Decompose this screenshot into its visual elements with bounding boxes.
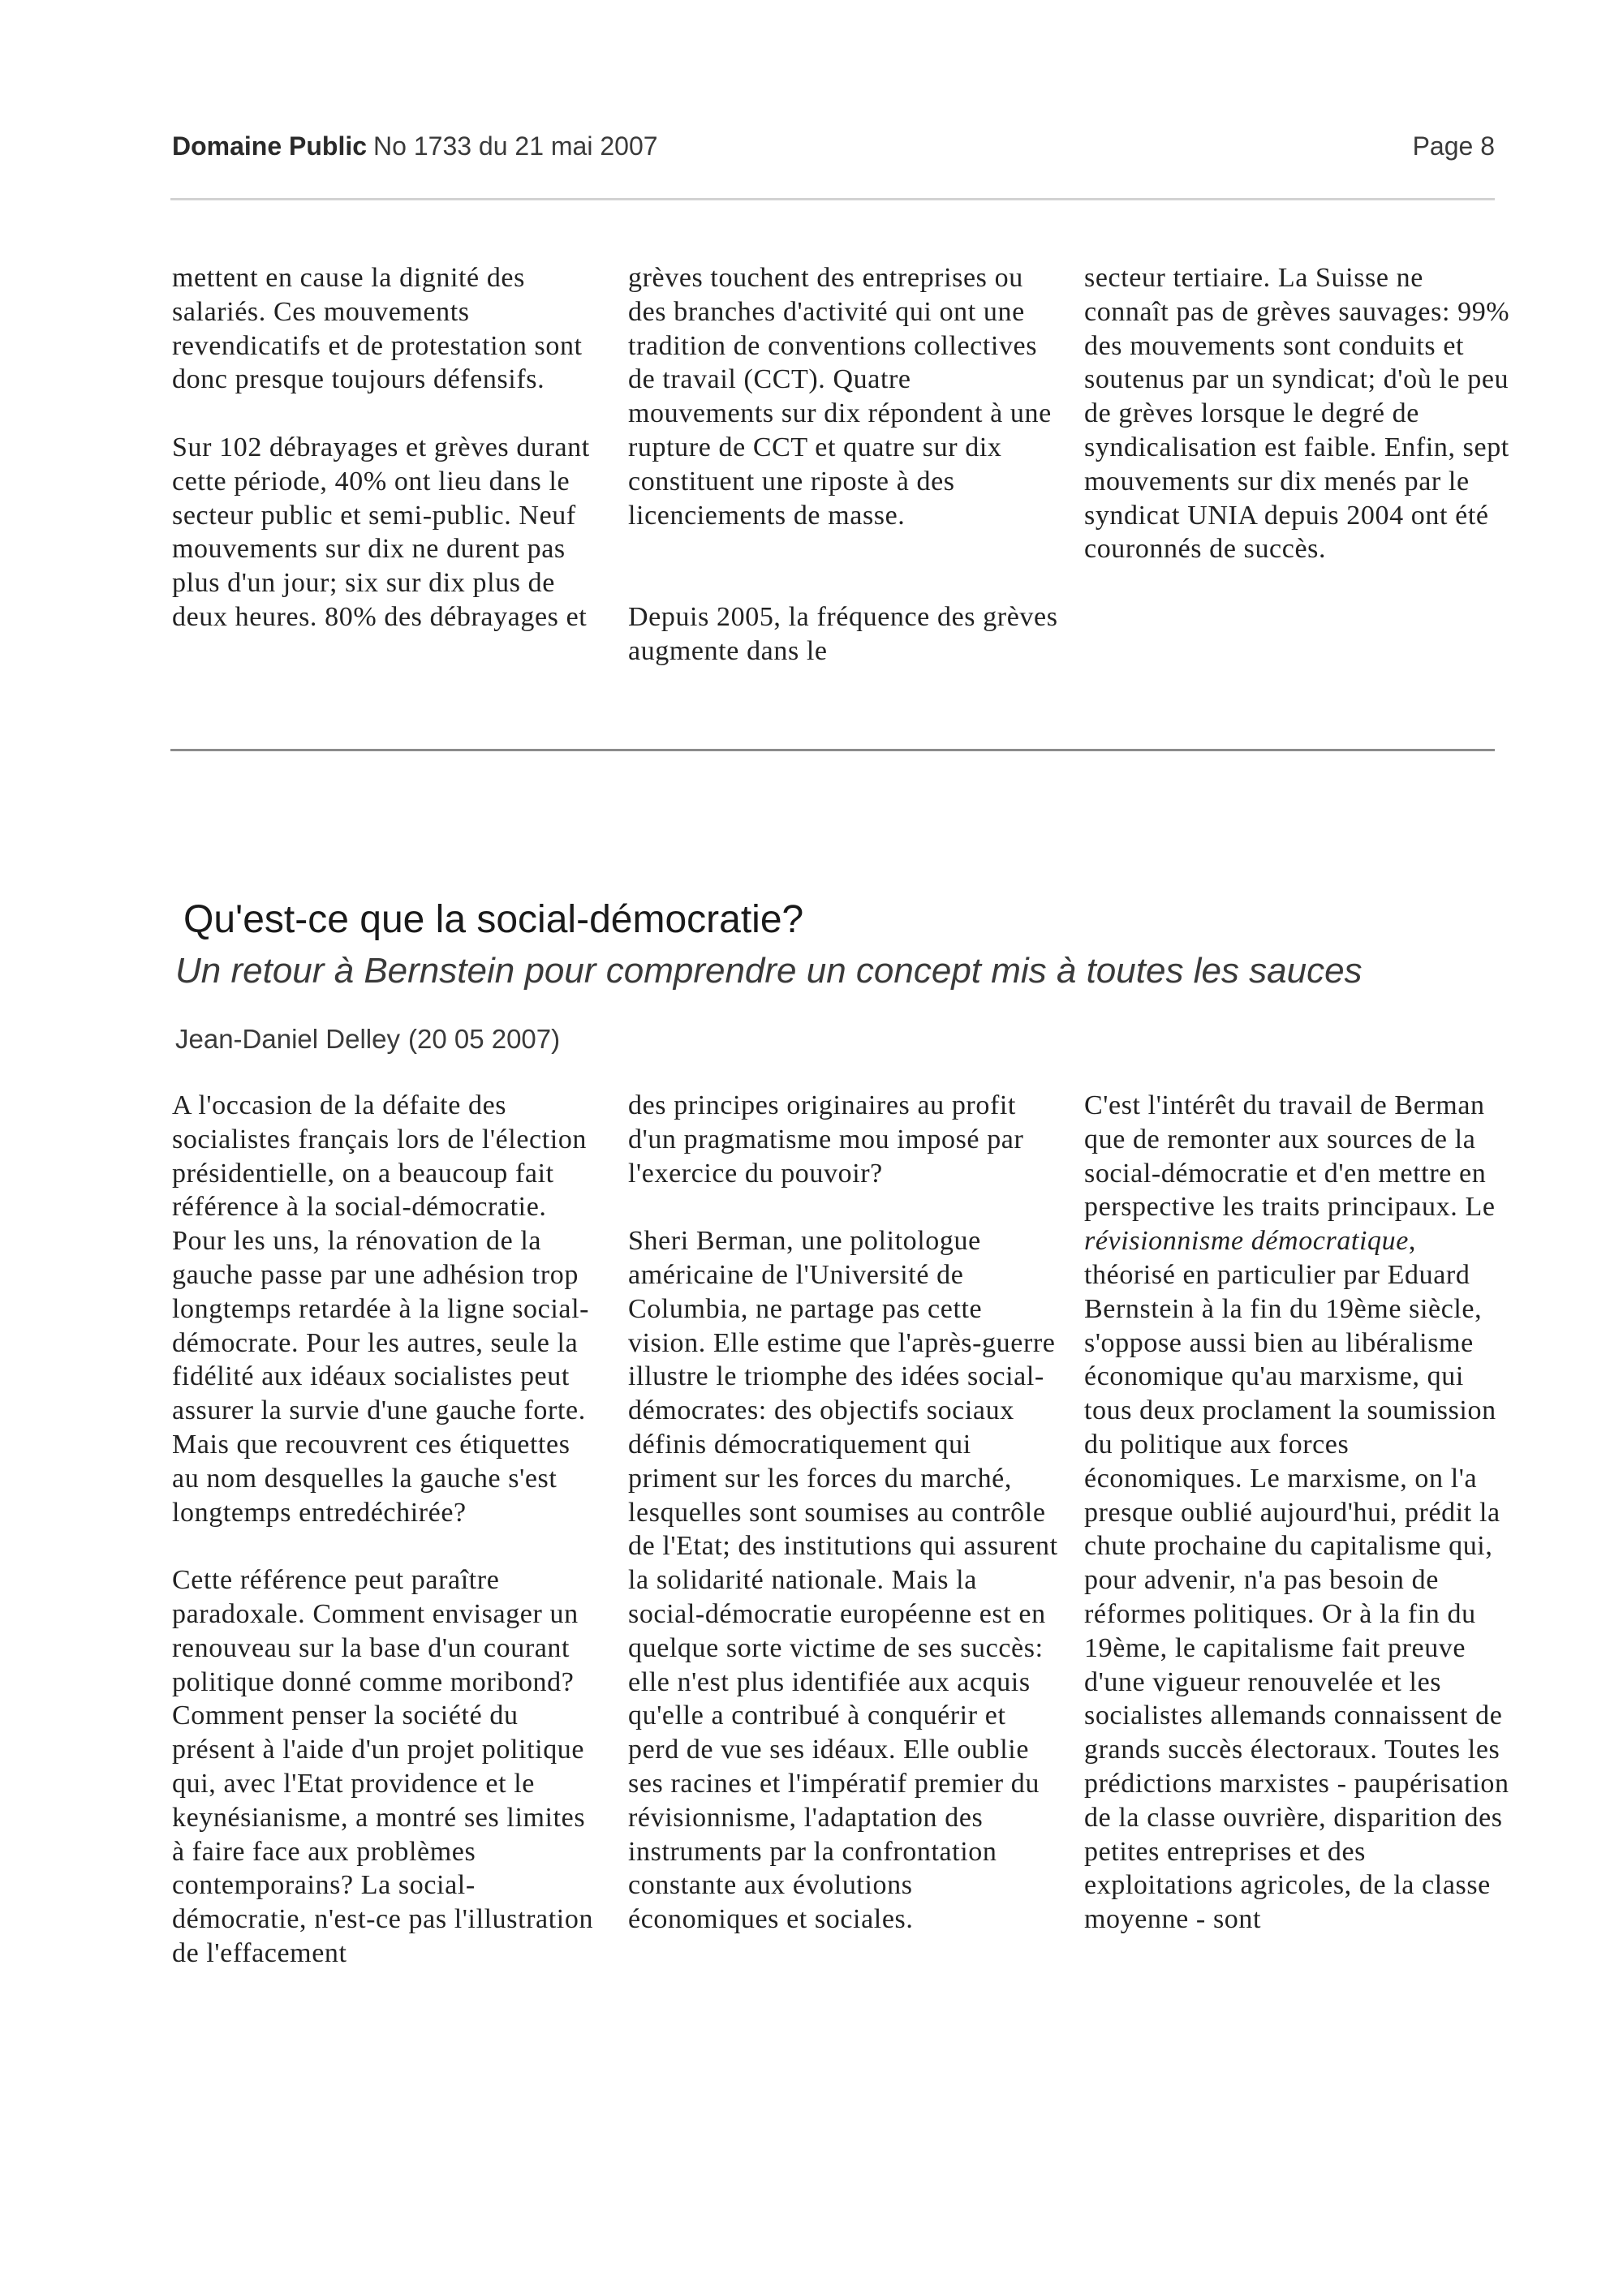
paragraph-text: , théorisé en particulier par Eduard Bernstein à la fin du 19ème siècle, s'oppose aussi bien au libéralisme économique qu'au marxisme, qui tous deux proclament la soumission du politique aux forces économiques. Le marxisme, on l'a presque oublié aujourd'hui, prédit la chute prochaine du capitalisme qui, pour advenir, n'a pas besoin de réformes politiques. Or à la fin du 19ème, le capitalisme fait preuve d'une vigueur renouvelée et les socialistes allemands connaissent de grands succès électoraux. Toutes les prédictions marxistes - paupérisation de la classe ouvrière, disparition des petites entreprises et des exploitations agricoles, de la classe moyenne - sont xyxy=(1084,1226,1509,1935)
paragraph-text: C'est l'intérêt du travail de Berman que de remonter aux sources de la social-démocratie et d'en mettre en perspective les traits principaux. Le xyxy=(1084,1090,1496,1223)
paragraph xyxy=(1084,1089,1514,1937)
page-header xyxy=(172,131,1495,167)
emphasis-term: révisionnisme démocratique xyxy=(1084,1226,1409,1257)
paragraph: des principes originaires au profit d'un pragmatisme mou imposé par l'exercice du pouvoir? xyxy=(628,1090,1024,1189)
page-number: Page 8 xyxy=(1412,131,1495,161)
paragraph: A l'occasion de la défaite des socialistes français lors de l'élection présidentielle, on a beaucoup fait référence à la social-démocratie. Pour les uns, la rénovation de la gauche passe par une adhésion trop longtemps retardée à la ligne social-démocrate. Pour les autres, seule la fidélité aux idéaux socialistes peut assurer la survie d'une gauche forte. Mais que recouvrent ces étiquettes au nom desquelles la gauche s'est longtemps entredéchirée? xyxy=(172,1090,590,1528)
paragraph: Cette référence peut paraître paradoxale. Comment envisager un renouveau sur la base d'un courant politique donné comme moribond? Comment penser la société du présent à l'aide d'un projet politique qui, avec l'Etat providence et le keynésianisme, a montré ses limites à faire face aux problèmes contemporains? La social-démocratie, n'est-ce pas l'illustration de l'effacement xyxy=(172,1565,594,1968)
header-divider xyxy=(170,198,1495,200)
author-name: Jean-Daniel Delley xyxy=(175,1024,400,1054)
byline xyxy=(175,1024,1149,1055)
issue-info: No 1733 du 21 mai 2007 xyxy=(373,131,658,161)
text-column-2 xyxy=(628,1089,1058,1937)
previous-article-continuation xyxy=(172,261,1510,716)
publication-name: Domaine Public xyxy=(172,131,368,161)
text-column-1 xyxy=(172,1089,602,1971)
article-body xyxy=(172,1089,1509,2143)
article-date: (20 05 2007) xyxy=(407,1024,561,1054)
paragraph: grèves touchent des entreprises ou des branches d'activité qui ont une tradition de conventions collectives de travail (CCT). Quatre mouvements sur dix répondent à une rupture de CCT et quatre sur dix constituent une riposte à des licenciements de masse. xyxy=(628,263,1052,531)
text-column-3 xyxy=(1084,261,1514,566)
paragraph: Sheri Berman, une politologue américaine de l'Université de Columbia, ne partage pas cette vision. Elle estime que l'après-guerre illustre le triomphe des idées social-démocrates: des objectifs sociaux définis démocratiquement qui priment sur les forces du marché, lesquelles sont soumises au contrôle de l'Etat; des institutions qui assurent la solidarité nationale. Mais la social-démocratie européenne est en quelque sorte victime de ses succès: elle n'est plus identifiée aux acquis qu'elle a contribué à conquérir et perd de vue ses idéaux. Elle oublie ses racines et l'impératif premier du révisionnisme, l'adaptation des instruments par la confrontation constante aux évolutions économiques et sociales. xyxy=(628,1226,1058,1935)
paragraph: Depuis 2005, la fréquence des grèves augmente dans le xyxy=(628,601,1058,666)
text-column-3 xyxy=(1084,1089,1514,1937)
article-subtitle: Un retour à Bernstein pour comprendre un concept mis à toutes les sauces xyxy=(175,951,1363,991)
text-column-2 xyxy=(628,261,1058,669)
text-column-1 xyxy=(172,261,602,634)
article-divider xyxy=(170,749,1495,751)
article-title: Qu'est-ce que la social-démocratie? xyxy=(183,898,804,941)
paragraph: Sur 102 débrayages et grèves durant cette période, 40% ont lieu dans le secteur public et semi-public. Neuf mouvements sur dix ne durent pas plus d'un jour; six sur dix plus de deux heures. 80% des débrayages et xyxy=(172,432,590,632)
paragraph: mettent en cause la dignité des salariés. Ces mouvements revendicatifs et de protestation sont donc presque toujours défensifs. xyxy=(172,263,583,395)
paragraph: secteur tertiaire. La Suisse ne connaît pas de grèves sauvages: 99% des mouvements sont conduits et soutenus par un syndicat; d'où le peu de grèves lorsque le degré de syndicalisation est faible. Enfin, sept mouvements sur dix menés par le syndicat UNIA depuis 2004 ont été couronnés de succès. xyxy=(1084,263,1510,565)
